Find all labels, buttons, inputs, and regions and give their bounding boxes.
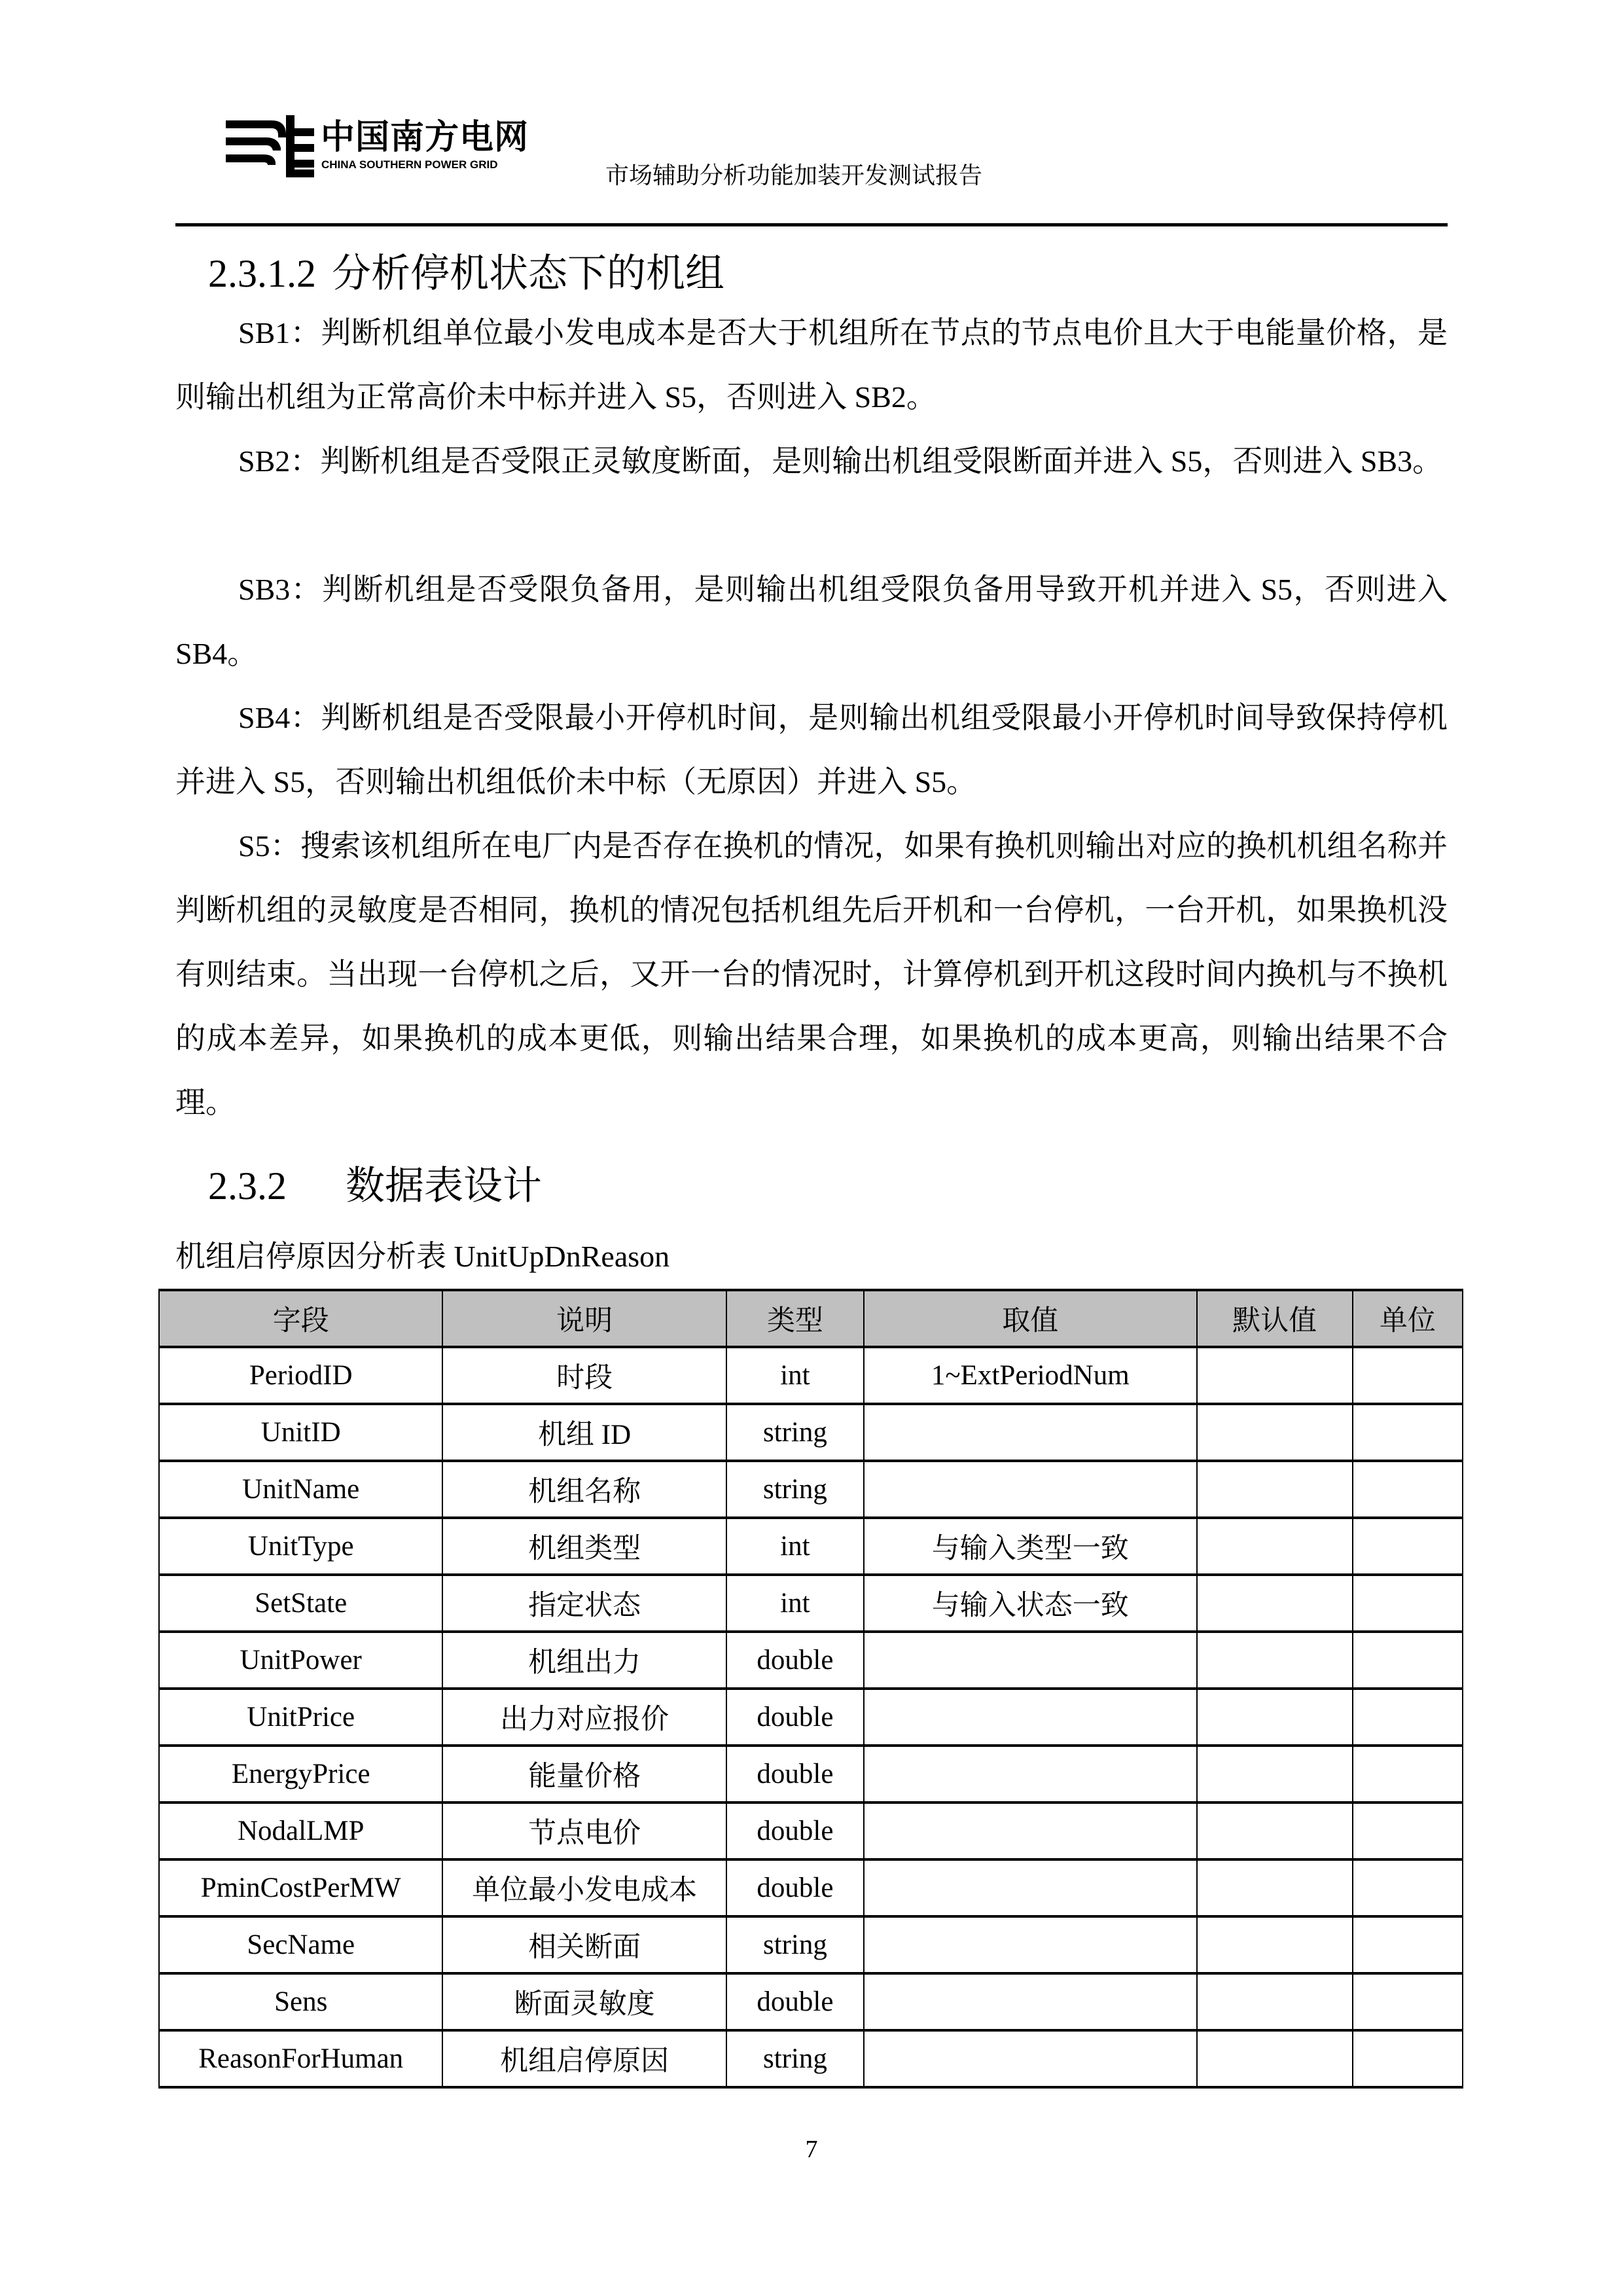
table-row	[159, 1575, 1463, 1632]
column-header-type: 类型	[726, 1290, 864, 1347]
cell-default	[1197, 1973, 1353, 2030]
cell-unit	[1353, 1973, 1463, 2030]
cell-field: ReasonForHuman	[159, 2030, 442, 2087]
column-header-unit: 单位	[1353, 1290, 1463, 1347]
header-divider	[175, 223, 1448, 226]
column-header-description: 说明	[442, 1290, 726, 1347]
logo-name-en: CHINA SOUTHERN POWER GRID	[321, 158, 498, 171]
logo-name-cn: 中国南方电网	[321, 118, 529, 157]
page-number: 7	[805, 2136, 818, 2163]
cell-value-range: 1~ExtPeriodNum	[864, 1347, 1197, 1404]
cell-value-range	[864, 1973, 1197, 2030]
cell-default	[1197, 1347, 1353, 1404]
cell-default	[1197, 1803, 1353, 1859]
cell-field: UnitPrice	[159, 1689, 442, 1746]
cell-default	[1197, 1404, 1353, 1461]
cell-unit	[1353, 1689, 1463, 1746]
cell-default	[1197, 1575, 1353, 1632]
table-row	[159, 1859, 1463, 1916]
table-body	[159, 1347, 1463, 2087]
cell-type: double	[726, 1973, 864, 2030]
cell-description: 机组 ID	[442, 1404, 726, 1461]
cell-type: int	[726, 1347, 864, 1404]
cell-unit	[1353, 1859, 1463, 1916]
paragraph-sb3: SB3：判断机组是否受限负备用，是则输出机组受限负备用导致开机并进入 S5，否则进入 SB4。	[175, 573, 1448, 670]
unit-up-dn-reason-table-container	[158, 1289, 1463, 2089]
cell-field: UnitType	[159, 1518, 442, 1575]
cell-default	[1197, 1916, 1353, 1973]
cell-value-range	[864, 1916, 1197, 1973]
cell-type: int	[726, 1575, 864, 1632]
cell-unit	[1353, 1632, 1463, 1689]
table-row	[159, 1973, 1463, 2030]
section-title: 数据表设计	[346, 1164, 542, 1208]
cell-type: double	[726, 1859, 864, 1916]
cell-unit	[1353, 1518, 1463, 1575]
cell-default	[1197, 1632, 1353, 1689]
cell-type: double	[726, 1632, 864, 1689]
cell-value-range	[864, 1859, 1197, 1916]
cell-description: 能量价格	[442, 1746, 726, 1803]
cell-value-range: 与输入状态一致	[864, 1575, 1197, 1632]
cell-type: double	[726, 1746, 864, 1803]
cell-unit	[1353, 1404, 1463, 1461]
cell-field: UnitID	[159, 1404, 442, 1461]
section-number: 2.3.1.2	[208, 252, 316, 295]
cell-description: 机组名称	[442, 1461, 726, 1518]
cell-description: 断面灵敏度	[442, 1973, 726, 2030]
table-row	[159, 1518, 1463, 1575]
cell-description: 机组出力	[442, 1632, 726, 1689]
cell-field: Sens	[159, 1973, 442, 2030]
table-caption: 机组启停原因分析表 UnitUpDnReason	[175, 1240, 670, 1273]
company-logo	[226, 115, 569, 177]
cell-type: string	[726, 1916, 864, 1973]
report-title: 市场辅助分析功能加装开发测试报告	[605, 162, 983, 189]
table-row	[159, 1632, 1463, 1689]
cell-field: NodalLMP	[159, 1803, 442, 1859]
paragraph-sb2: SB2：判断机组是否受限正灵敏度断面，是则输出机组受限断面并进入 S5，否则进入 SB3。	[238, 444, 1443, 478]
column-header-value-range: 取值	[864, 1290, 1197, 1347]
table-row	[159, 1746, 1463, 1803]
china-southern-power-grid-logo-icon	[226, 115, 314, 177]
cell-unit	[1353, 1803, 1463, 1859]
cell-type: string	[726, 2030, 864, 2087]
cell-description: 机组类型	[442, 1518, 726, 1575]
cell-type: double	[726, 1689, 864, 1746]
cell-description: 指定状态	[442, 1575, 726, 1632]
cell-description: 时段	[442, 1347, 726, 1404]
page-header	[0, 0, 1623, 229]
cell-value-range	[864, 1803, 1197, 1859]
cell-unit	[1353, 1575, 1463, 1632]
cell-description: 机组启停原因	[442, 2030, 726, 2087]
table-row	[159, 1404, 1463, 1461]
section-number: 2.3.2	[208, 1164, 287, 1208]
paragraph-s5: S5：搜索该机组所在电厂内是否存在换机的情况，如果有换机则输出对应的换机机组名称并判断机组的灵敏度是否相同，换机的情况包括机组先后开机和一台停机，一台开机，如果换机没有则结束。当出现一台停机之后，又开一台的情况时，计算停机到开机这段时间内换机与不换机的成本差异，如果换机的成本更低，则输出结果合理，如果换机的成本更高，则输出结果不合理。	[175, 829, 1448, 1119]
cell-field: SecName	[159, 1916, 442, 1973]
cell-description: 节点电价	[442, 1803, 726, 1859]
cell-field: PeriodID	[159, 1347, 442, 1404]
cell-value-range	[864, 1404, 1197, 1461]
cell-description: 单位最小发电成本	[442, 1859, 726, 1916]
cell-unit	[1353, 2030, 1463, 2087]
section-heading-2-3-2	[208, 1160, 542, 1212]
cell-type: string	[726, 1461, 864, 1518]
cell-unit	[1353, 1746, 1463, 1803]
column-header-field: 字段	[159, 1290, 442, 1347]
section-title: 分析停机状态下的机组	[332, 252, 724, 295]
cell-value-range	[864, 1689, 1197, 1746]
cell-field: EnergyPrice	[159, 1746, 442, 1803]
cell-type: string	[726, 1404, 864, 1461]
cell-unit	[1353, 1347, 1463, 1404]
cell-field: SetState	[159, 1575, 442, 1632]
cell-value-range	[864, 1632, 1197, 1689]
table-header-row	[159, 1290, 1463, 1347]
cell-unit	[1353, 1916, 1463, 1973]
cell-default	[1197, 1859, 1353, 1916]
section-heading-2-3-1-2	[208, 247, 724, 300]
unit-up-dn-reason-table	[158, 1289, 1463, 2089]
cell-field: UnitName	[159, 1461, 442, 1518]
cell-value-range	[864, 1461, 1197, 1518]
table-row	[159, 1803, 1463, 1859]
cell-default	[1197, 1518, 1353, 1575]
cell-field: UnitPower	[159, 1632, 442, 1689]
table-row	[159, 1347, 1463, 1404]
cell-type: double	[726, 1803, 864, 1859]
cell-default	[1197, 1689, 1353, 1746]
cell-default	[1197, 1461, 1353, 1518]
cell-description: 相关断面	[442, 1916, 726, 1973]
paragraph-sb1: SB1：判断机组单位最小发电成本是否大于机组所在节点的节点电价且大于电能量价格，是则输出机组为正常高价未中标并进入 S5，否则进入 SB2。	[175, 316, 1448, 414]
cell-type: int	[726, 1518, 864, 1575]
cell-default	[1197, 1746, 1353, 1803]
cell-value-range	[864, 1746, 1197, 1803]
cell-default	[1197, 2030, 1353, 2087]
cell-field: PminCostPerMW	[159, 1859, 442, 1916]
cell-value-range: 与输入类型一致	[864, 1518, 1197, 1575]
column-header-default: 默认值	[1197, 1290, 1353, 1347]
table-row	[159, 1461, 1463, 1518]
cell-description: 出力对应报价	[442, 1689, 726, 1746]
table-row	[159, 1689, 1463, 1746]
table-row	[159, 2030, 1463, 2087]
paragraph-sb4: SB4：判断机组是否受限最小开停机时间，是则输出机组受限最小开停机时间导致保持停机并进入 S5，否则输出机组低价未中标（无原因）并进入 S5。	[175, 701, 1448, 798]
cell-value-range	[864, 2030, 1197, 2087]
cell-unit	[1353, 1461, 1463, 1518]
table-row	[159, 1916, 1463, 1973]
